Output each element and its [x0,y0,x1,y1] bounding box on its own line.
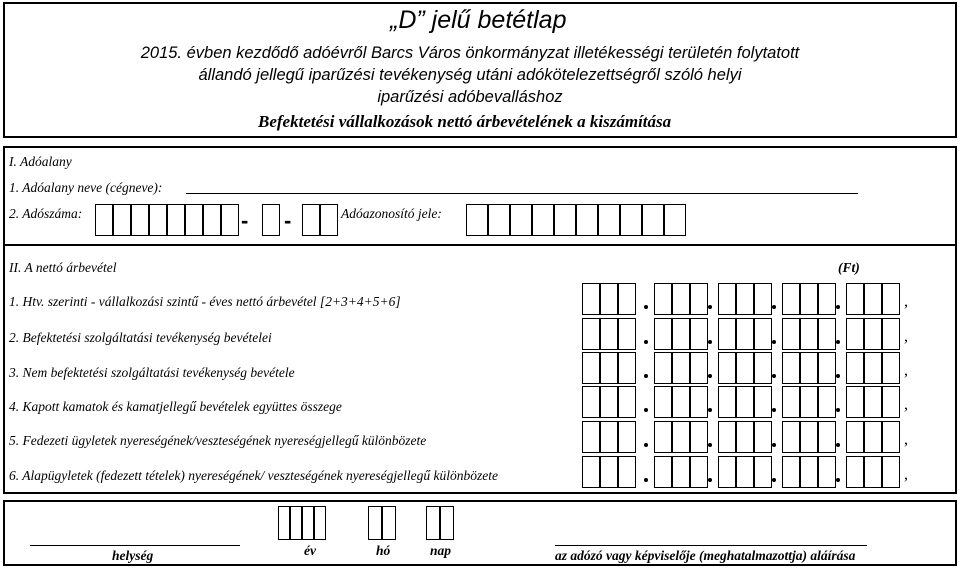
thousands-separator-dot [644,443,648,447]
revenue-digit-cell[interactable] [600,318,618,350]
form-section-title: Befektetési vállalkozások nettó árbevételének a kiszámítása [258,112,672,131]
revenue-digit-cell[interactable] [846,352,864,384]
revenue-digit-cell[interactable] [818,352,836,384]
revenue-digit-cell[interactable] [754,456,772,488]
decimal-comma: , [904,396,908,413]
revenue-digit-cell[interactable] [846,456,864,488]
revenue-digit-cell[interactable] [864,456,882,488]
year-digit-cell[interactable] [290,506,302,540]
thousands-separator-dot [708,305,712,309]
revenue-digit-cell[interactable] [882,283,900,315]
revenue-digit-cell[interactable] [882,421,900,453]
tax-id-cell[interactable] [488,204,510,236]
tax-id-cell[interactable] [620,204,642,236]
taxpayer-name-label: 1. Adóalany neve (cégneve): [9,180,163,195]
tax-id-label: Adóazonosító jele: [341,206,442,221]
revenue-row-label-6: 6. Alapügyletek (fedezett tételek) nyereségének/ veszteségének nyereségjellegű különbözete [9,468,499,483]
tax-number-cell[interactable] [203,204,221,236]
form-title: „D” jelű betétlap [390,6,567,34]
revenue-digit-cell[interactable] [690,421,708,453]
revenue-digit-cell[interactable] [600,421,618,453]
revenue-digit-cell[interactable] [718,421,736,453]
revenue-digit-cell[interactable] [882,386,900,418]
thousands-separator-dot [772,478,776,482]
revenue-digit-cell[interactable] [672,386,690,418]
revenue-digit-cell[interactable] [736,318,754,350]
revenue-digit-cell[interactable] [718,283,736,315]
revenue-digit-cell[interactable] [736,456,754,488]
revenue-digit-cell[interactable] [818,318,836,350]
tax-id-cell[interactable] [466,204,488,236]
tax-number-cell[interactable] [302,204,320,236]
day-digit-cell[interactable] [440,506,454,540]
thousands-separator-dot [836,305,840,309]
revenue-digit-cell[interactable] [582,386,600,418]
revenue-digit-cell[interactable] [582,283,600,315]
revenue-digit-cell[interactable] [600,386,618,418]
thousands-separator-dot [772,443,776,447]
revenue-digit-cell[interactable] [782,318,800,350]
tax-number-cell[interactable] [131,204,149,236]
revenue-digit-cell[interactable] [846,283,864,315]
signature-label: az adózó vagy képviselője (meghatalmazottja) aláírása [555,548,856,563]
revenue-digit-cell[interactable] [782,456,800,488]
tax-number-dash-2: - [284,208,292,233]
revenue-digit-cell[interactable] [618,352,636,384]
revenue-digit-cell[interactable] [800,318,818,350]
revenue-digit-cell[interactable] [654,421,672,453]
revenue-digit-cell[interactable] [736,386,754,418]
revenue-digit-cell[interactable] [718,318,736,350]
revenue-digit-cell[interactable] [818,386,836,418]
revenue-digit-cell[interactable] [618,456,636,488]
year-label: év [304,543,316,558]
revenue-digit-cell[interactable] [754,352,772,384]
tax-id-cell[interactable] [664,204,686,236]
revenue-digit-cell[interactable] [672,456,690,488]
revenue-digit-cell[interactable] [800,421,818,453]
revenue-digit-cell[interactable] [864,318,882,350]
thousands-separator-dot [836,340,840,344]
revenue-row-label-2: 2. Befektetési szolgáltatási tevékenység bevételei [9,330,272,345]
revenue-digit-cell[interactable] [882,456,900,488]
taxpayer-heading: I. Adóalany [9,154,72,169]
day-digit-cell[interactable] [426,506,440,540]
tax-id-cell[interactable] [510,204,532,236]
revenue-digit-cell[interactable] [818,456,836,488]
revenue-digit-cell[interactable] [654,386,672,418]
revenue-digit-cell[interactable] [782,386,800,418]
tax-number-cell[interactable] [167,204,185,236]
tax-number-cell[interactable] [113,204,131,236]
revenue-digit-cell[interactable] [654,456,672,488]
tax-number-cell[interactable] [221,204,239,236]
thousands-separator-dot [772,340,776,344]
day-label: nap [430,543,452,558]
thousands-separator-dot [644,478,648,482]
thousands-separator-dot [708,408,712,412]
revenue-digit-cell[interactable] [754,421,772,453]
thousands-separator-dot [644,305,648,309]
revenue-digit-cell[interactable] [618,318,636,350]
tax-number-cell[interactable] [320,204,338,236]
thousands-separator-dot [708,478,712,482]
thousands-separator-dot [772,374,776,378]
thousands-separator-dot [836,408,840,412]
revenue-digit-cell[interactable] [582,318,600,350]
month-label: hó [376,543,391,558]
tax-number-cell[interactable] [95,204,113,236]
revenue-digit-cell[interactable] [582,352,600,384]
revenue-digit-cell[interactable] [600,283,618,315]
revenue-digit-cell[interactable] [618,283,636,315]
revenue-digit-cell[interactable] [864,386,882,418]
tax-number-cell[interactable] [185,204,203,236]
revenue-digit-cell[interactable] [754,386,772,418]
signature-line[interactable] [555,545,867,546]
revenue-digit-cell[interactable] [782,352,800,384]
month-digit-cell[interactable] [368,506,382,540]
tax-id-cell[interactable] [532,204,554,236]
revenue-digit-cell[interactable] [754,283,772,315]
thousands-separator-dot [836,374,840,378]
revenue-digit-cell[interactable] [718,456,736,488]
thousands-separator-dot [772,408,776,412]
revenue-digit-cell[interactable] [736,421,754,453]
revenue-digit-cell[interactable] [736,283,754,315]
revenue-digit-cell[interactable] [818,283,836,315]
currency-unit: (Ft) [838,260,860,275]
revenue-digit-cell[interactable] [582,421,600,453]
revenue-digit-cell[interactable] [654,283,672,315]
revenue-digit-cell[interactable] [864,421,882,453]
revenue-row-label-1: 1. Htv. szerinti - vállalkozási szintű - éves nettó árbevétel [2+3+4+5+6] [9,294,401,309]
revenue-digit-cell[interactable] [782,283,800,315]
revenue-digit-cell[interactable] [864,283,882,315]
month-digit-cell[interactable] [382,506,396,540]
decimal-comma: , [904,362,908,379]
revenue-digit-cell[interactable] [672,283,690,315]
revenue-digit-cell[interactable] [846,386,864,418]
revenue-digit-cell[interactable] [690,318,708,350]
tax-id-cell[interactable] [554,204,576,236]
form-subtitle-line1: 2015. évben kezdődő adóévről Barcs Város önkormányzat illetékességi területén folytatott [140,44,800,62]
tax-number-dash-1: - [241,208,249,233]
decimal-comma: , [904,293,908,310]
revenue-digit-cell[interactable] [672,421,690,453]
revenue-digit-cell[interactable] [690,352,708,384]
decimal-comma: , [904,431,908,448]
tax-number-label: 2. Adószáma: [9,206,83,221]
tax-number-cell[interactable] [149,204,167,236]
thousands-separator-dot [644,408,648,412]
form-subtitle-line3: iparűzési adóbevalláshoz [377,88,563,106]
revenue-digit-cell[interactable] [864,352,882,384]
thousands-separator-dot [836,443,840,447]
year-digit-cell[interactable] [314,506,326,540]
revenue-digit-cell[interactable] [618,386,636,418]
tax-number-cell[interactable] [262,204,280,236]
year-digit-cell[interactable] [278,506,290,540]
revenue-row-label-4: 4. Kapott kamatok és kamatjellegű bevételek együttes összege [9,399,342,414]
revenue-digit-cell[interactable] [882,318,900,350]
revenue-digit-cell[interactable] [718,386,736,418]
revenue-digit-cell[interactable] [600,456,618,488]
revenue-row-label-5: 5. Fedezeti ügyletek nyereségének/veszteségének nyereségjellegű különbözete [9,433,427,448]
thousands-separator-dot [708,374,712,378]
tax-id-cell[interactable] [598,204,620,236]
place-line[interactable] [30,545,240,546]
revenue-digit-cell[interactable] [618,421,636,453]
taxpayer-name-field[interactable] [186,193,858,194]
thousands-separator-dot [644,340,648,344]
revenue-row-label-3: 3. Nem befektetési szolgáltatási tevékenység bevétele [9,365,295,380]
revenue-digit-cell[interactable] [846,421,864,453]
revenue-digit-cell[interactable] [882,352,900,384]
place-label: helység [112,548,154,563]
revenue-digit-cell[interactable] [800,456,818,488]
tax-id-cell[interactable] [642,204,664,236]
revenue-digit-cell[interactable] [690,283,708,315]
decimal-comma: , [904,328,908,345]
revenue-digit-cell[interactable] [818,421,836,453]
thousands-separator-dot [644,374,648,378]
revenue-digit-cell[interactable] [600,352,618,384]
thousands-separator-dot [836,478,840,482]
tax-id-cell[interactable] [576,204,598,236]
revenue-digit-cell[interactable] [690,456,708,488]
decimal-comma: , [904,466,908,483]
revenue-digit-cell[interactable] [800,352,818,384]
revenue-digit-cell[interactable] [800,283,818,315]
revenue-digit-cell[interactable] [800,386,818,418]
revenue-digit-cell[interactable] [654,318,672,350]
thousands-separator-dot [772,305,776,309]
revenue-digit-cell[interactable] [690,386,708,418]
revenue-digit-cell[interactable] [654,352,672,384]
revenue-digit-cell[interactable] [782,421,800,453]
form-subtitle-line2: állandó jellegű iparűzési tevékenység utáni adókötelezettségről szóló helyi [198,66,742,84]
thousands-separator-dot [708,443,712,447]
revenue-digit-cell[interactable] [754,318,772,350]
revenue-digit-cell[interactable] [672,352,690,384]
revenue-digit-cell[interactable] [736,352,754,384]
revenue-digit-cell[interactable] [846,318,864,350]
revenue-digit-cell[interactable] [582,456,600,488]
revenue-digit-cell[interactable] [672,318,690,350]
revenue-heading: II. A nettó árbevétel [9,260,117,275]
year-digit-cell[interactable] [302,506,314,540]
thousands-separator-dot [708,340,712,344]
revenue-digit-cell[interactable] [718,352,736,384]
